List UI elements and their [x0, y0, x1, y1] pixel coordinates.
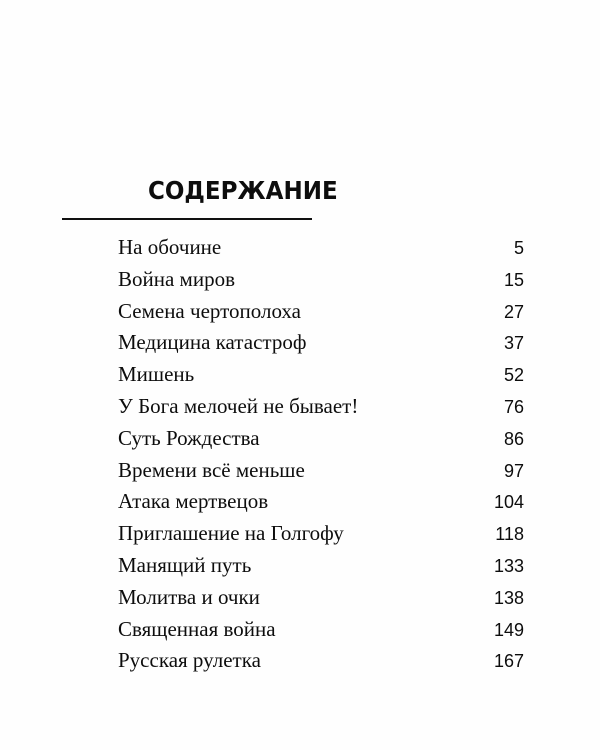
toc-entry-page-number: 138 — [493, 587, 524, 608]
toc-entry-title: Война миров — [118, 266, 235, 291]
toc-entry — [118, 232, 524, 264]
toc-entry-title: У Бога мелочей не бывает! — [118, 393, 359, 418]
toc-entry — [118, 359, 524, 391]
table-of-contents — [118, 232, 524, 677]
title-underline-divider — [62, 218, 312, 220]
toc-entry-page-number: 97 — [503, 460, 524, 481]
toc-entry-page-number: 86 — [503, 428, 524, 449]
toc-entry — [118, 455, 524, 487]
toc-entry-page-number: 149 — [493, 619, 524, 640]
toc-entry-title: Русская рулетка — [118, 648, 261, 673]
toc-entry-title: Атака мертвецов — [118, 489, 269, 514]
toc-entry-title: На обочине — [118, 235, 222, 259]
toc-entry — [118, 550, 524, 582]
toc-entry — [118, 327, 524, 359]
toc-entry-page-number: 5 — [513, 238, 524, 258]
toc-entry — [118, 391, 524, 423]
toc-entry-title: Молитва и очки — [118, 584, 260, 609]
toc-entry — [118, 614, 524, 646]
toc-entry-page-number: 118 — [495, 524, 524, 545]
toc-entry — [118, 582, 524, 614]
toc-entry-title: Манящий путь — [118, 552, 252, 577]
toc-entry — [118, 518, 524, 550]
toc-entry-title: Священная война — [118, 616, 276, 641]
toc-entry — [118, 296, 524, 328]
toc-entry-title: Семена чертополоха — [118, 298, 301, 323]
toc-entry-title: Приглашение на Голгофу — [118, 521, 344, 546]
toc-entry — [118, 264, 524, 296]
toc-entry-page-number: 27 — [503, 301, 524, 322]
toc-entry-page-number: 76 — [503, 396, 524, 417]
toc-entry-page-number: 167 — [493, 651, 524, 672]
toc-entry-page-number: 104 — [493, 492, 524, 513]
toc-entry-title: Мишень — [118, 362, 195, 387]
toc-entry — [118, 486, 524, 518]
toc-entry-title: Медицина катастроф — [118, 330, 307, 355]
toc-entry-page-number: 15 — [503, 269, 524, 290]
toc-entry — [118, 645, 524, 677]
toc-entry-page-number: 52 — [503, 365, 524, 386]
toc-entry — [118, 423, 524, 455]
toc-entry-page-number: 37 — [503, 333, 524, 354]
toc-entry-title: Времени всё меньше — [118, 457, 305, 482]
toc-entry-page-number: 133 — [493, 555, 524, 576]
page-title: СОДЕРЖАНИЕ — [148, 176, 338, 205]
toc-entry-title: Суть Рождества — [118, 425, 260, 450]
